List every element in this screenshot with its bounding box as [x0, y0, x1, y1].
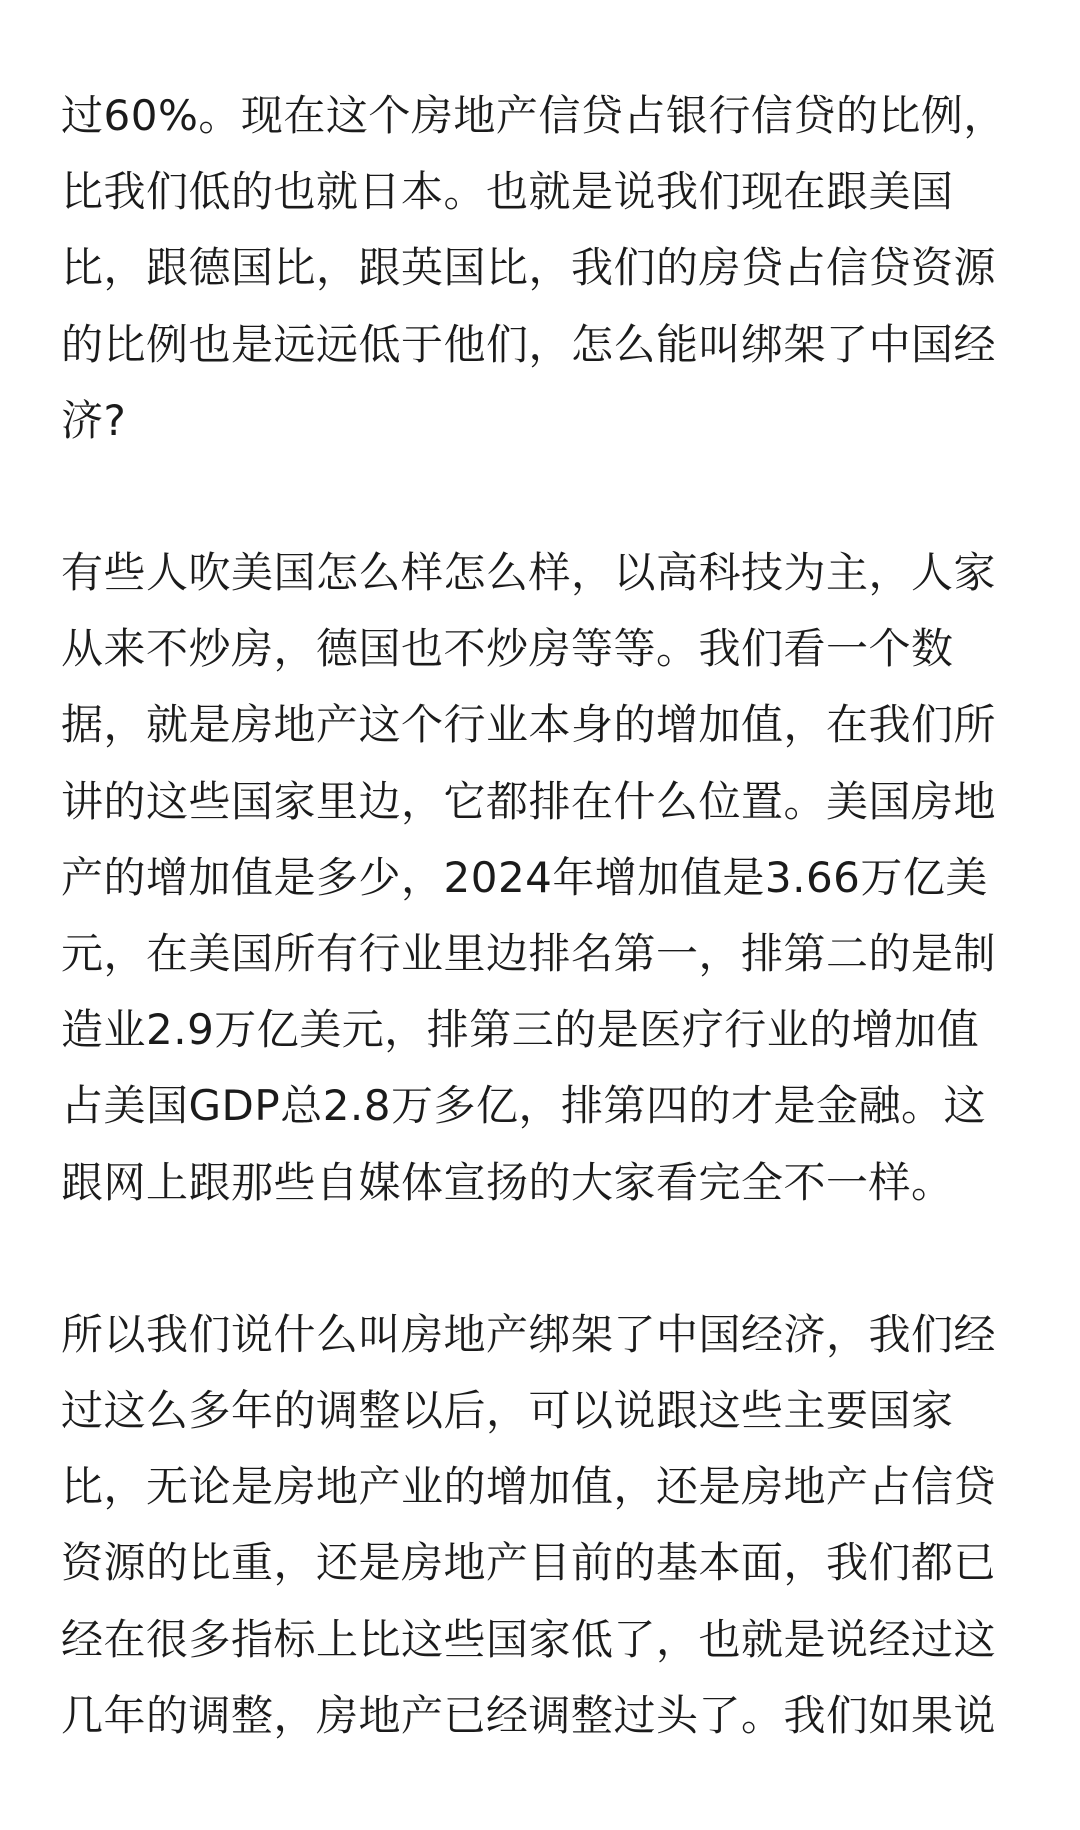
article-body	[61, 78, 1023, 1830]
paragraph-1: 过60%。现在这个房地产信贷占银行信贷的比例， 比我们低的也就日本。也就是说我们现在跟美国 比，跟德国比，跟英国比，我们的房贷占信贷资源 的比例也是远远低于他们，怎么能叫绑架了中国经 济?	[61, 91, 1006, 445]
paragraph-2: 有些人吹美国怎么样怎么样，以高科技为主，人家 从来不炒房，德国也不炒房等等。我们看一个数 据，就是房地产这个行业本身的增加值，在我们所 讲的这些国家里边，它都排在什么位置。美国房地 产的增加值是多少，2024年增加值是3.66万亿美 元，在美国所有行业里边排名第一，排第二的是制 造业2.9万亿美元，排第三的是医疗行业的增加值 占美国GDP总2.8万多亿，排第四的才是金融。这 跟网上跟那些自媒体宣扬的大家看完全不一样。	[61, 548, 997, 1207]
paragraph-3: 所以我们说什么叫房地产绑架了中国经济，我们经 过这么多年的调整以后，可以说跟这些主要国家 比，无论是房地产业的增加值，还是房地产占信贷 资源的比重，还是房地产目前的基本面，我们都已 经在很多指标上比这些国家低了，也就是说经过这 几年的调整，房地产已经调整过头了。我们如果说	[61, 1309, 997, 1740]
